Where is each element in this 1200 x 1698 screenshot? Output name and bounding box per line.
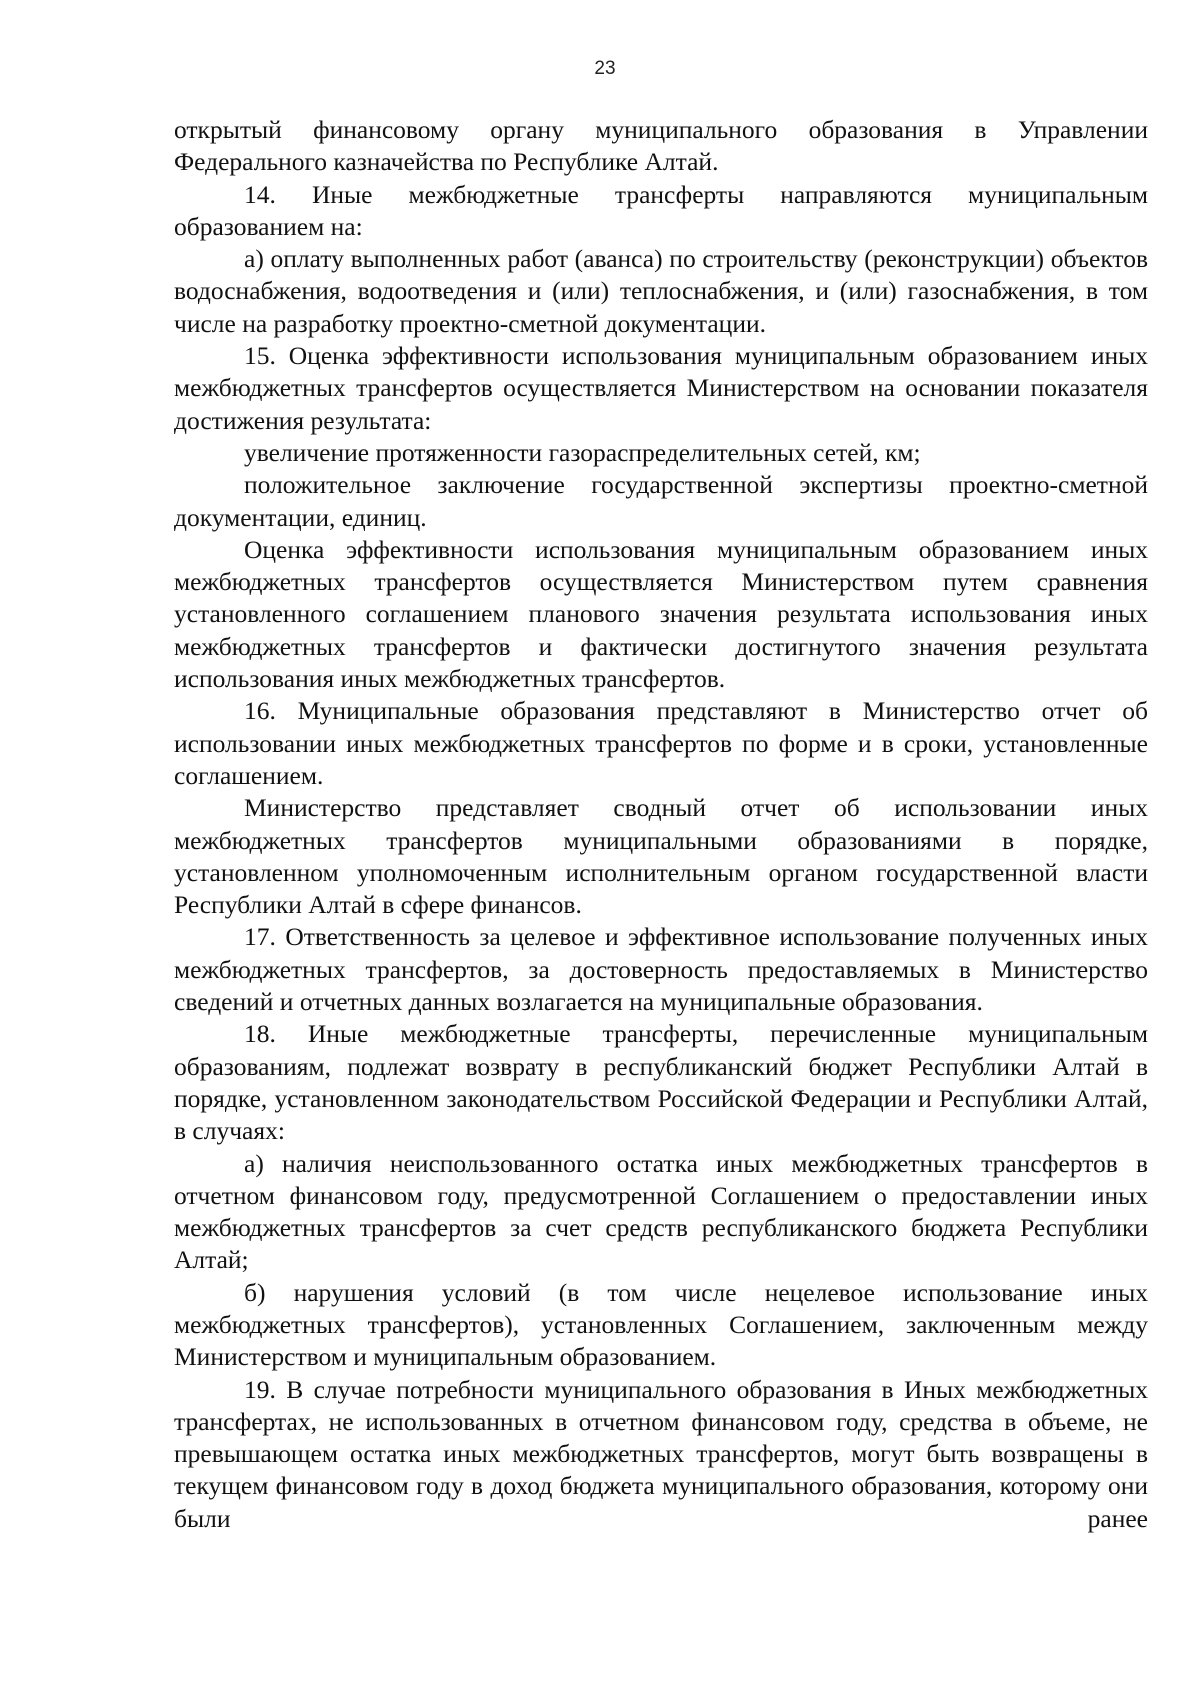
- paragraph-item-16: 16. Муниципальные образования представляют в Министерство отчет об использовании иных межбюджетных трансфертов по форме и в сроки, установленные соглашением.: [174, 696, 1148, 790]
- paragraph-summary-report: Министерство представляет сводный отчет об использовании иных межбюджетных трансфертов муниципальными образованиями в порядке, установленном уполномоченным исполнительным органом государственной власти Республики Алтай в сфере финансов.: [174, 793, 1148, 920]
- paragraph-evaluation: Оценка эффективности использования муниципальным образованием иных межбюджетных трансфертов осуществляется Министерством путем сравнения установленного соглашением планового значения результата использования иных межбюджетных трансфертов и фактически достигнутого значения результата использования иных межбюджетных трансфертов.: [174, 534, 1148, 694]
- paragraph-item-14a: а) оплату выполненных работ (аванса) по строительству (реконструкции) объектов водоснабжения, водоотведения и (или) теплоснабжения, и (или) газоснабжения, в том числе на разработку проектно-сметной документации.: [174, 244, 1148, 338]
- paragraph-item-17: 17. Ответственность за целевое и эффективное использование полученных иных межбюджетных трансфертов, за достоверность предоставляемых в Министерство сведений и отчетных данных возлагается на муниципальные образования.: [174, 922, 1148, 1017]
- page-number: 23: [594, 58, 616, 79]
- paragraph-item-18a: а) наличия неиспользованного остатка иных межбюджетных трансфертов в отчетном финансовом году, предусмотренной Соглашением о предоставлении иных межбюджетных трансфертов за счет средств республиканского бюджета Республики Алтай;: [174, 1148, 1148, 1275]
- paragraph-indicator-1: увеличение протяженности газораспределительных сетей, км;: [244, 437, 921, 467]
- document-body: [174, 114, 1148, 1535]
- paragraph-item-18b: б) нарушения условий (в том числе нецелевое использование иных межбюджетных трансфертов), установленных Соглашением, заключенным между Министерством и муниципальным образованием.: [174, 1277, 1148, 1372]
- paragraph-item-18: 18. Иные межбюджетные трансферты, перечисленные муниципальным образованиям, подлежат возврату в республиканский бюджет Республики Алтай в порядке, установленном законодательством Российской Федерации и Республики Алтай, в случаях:: [174, 1019, 1148, 1146]
- paragraph-continuation: открытый финансовому органу муниципального образования в Управлении Федерального казначейства по Республике Алтай.: [174, 115, 1148, 177]
- paragraph-item-19: 19. В случае потребности муниципального образования в Иных межбюджетных трансфертах, не использованных в отчетном финансовом году, средства в объеме, не превышающем остатка иных межбюджетных трансфертов, могут быть возвращены в текущем финансовом году в доход бюджета муниципального образования, которому они были ранее: [174, 1374, 1148, 1533]
- paragraph-item-15: 15. Оценка эффективности использования муниципальным образованием иных межбюджетных трансфертов осуществляется Министерством на основании показателя достижения результата:: [174, 341, 1148, 435]
- paragraph-item-14: 14. Иные межбюджетные трансферты направляются муниципальным образованием на:: [174, 179, 1148, 241]
- paragraph-indicator-2: положительное заключение государственной экспертизы проектно-сметной документации, единиц.: [174, 470, 1148, 532]
